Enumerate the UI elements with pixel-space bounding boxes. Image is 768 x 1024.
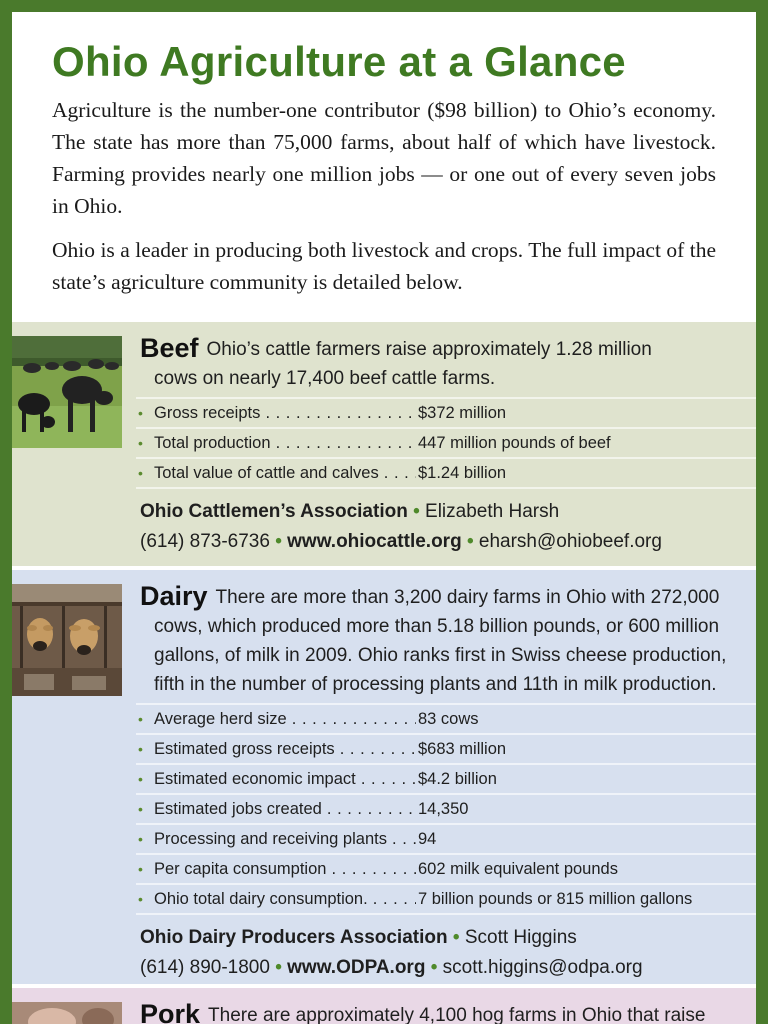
dairy-content (136, 570, 756, 983)
beef-phone: (614) 873-6736 (140, 531, 270, 552)
bullet-icon: • (138, 465, 143, 481)
dairy-lead-line-1: There are more than 3,200 dairy farms in Ohio with 272,000 (215, 587, 720, 608)
separator-dot: • (275, 531, 282, 552)
list-item (136, 703, 756, 735)
dairy-phone: (614) 890-1800 (140, 957, 270, 978)
pork-content (136, 988, 756, 1024)
bullet-icon: • (138, 741, 143, 757)
fact-label: Total production . . . (154, 429, 416, 457)
fact-value: $1.24 billion (418, 464, 507, 482)
bullet-icon: • (138, 711, 143, 727)
pork-section (12, 988, 756, 1024)
fact-value: 602 milk equivalent pounds (418, 860, 618, 878)
bullet-icon: • (138, 771, 143, 787)
bullet-icon: • (138, 405, 143, 421)
pork-lead-line-1: There are approximately 4,100 hog farms in Ohio that raise (208, 1005, 706, 1024)
dairy-section (12, 570, 756, 984)
fact-sheet-page (12, 12, 756, 1024)
pork-lead (136, 988, 756, 1024)
separator-dot: • (466, 531, 474, 552)
list-item (136, 855, 756, 885)
fact-label: Ohio total dairy consumption. . . . (154, 885, 416, 913)
beef-section (12, 322, 756, 566)
dairy-email-link[interactable]: scott.higgins@odpa.org (442, 957, 643, 978)
dairy-website-link[interactable]: www.ODPA.org (287, 957, 426, 978)
dairy-lead-line-2: cows, which produced more than 5.18 billion pounds, or 600 million (154, 616, 720, 637)
dairy-cows-photo (12, 584, 122, 696)
dairy-heading: Dairy (140, 581, 208, 611)
pork-photo (12, 1002, 122, 1024)
beef-heading: Beef (140, 333, 199, 363)
beef-email-link[interactable]: eharsh@ohiobeef.org (478, 531, 662, 552)
fact-label: Estimated economic impact . . . (154, 765, 416, 793)
bullet-icon: • (138, 831, 143, 847)
fact-label: Gross receipts . . . (154, 399, 416, 427)
list-item (136, 765, 756, 795)
intro-paragraph-1: Agriculture is the number-one contributor ($98 billion) to Ohio’s economy. The state has more than 75,000 farms, about half of which have livestock. Farming provides nearly one million jobs — or one out of every seven jobs in Ohio. (52, 98, 716, 218)
bullet-icon: • (138, 891, 143, 907)
beef-content (136, 322, 756, 557)
fact-label: Per capita consumption . . . (154, 855, 416, 883)
separator-dot: • (275, 957, 282, 978)
dairy-facts-list (136, 703, 756, 915)
beef-lead (136, 322, 756, 393)
fact-value: $372 million (418, 404, 507, 422)
fact-value: $683 million (418, 740, 507, 758)
beef-website-link[interactable]: www.ohiocattle.org (287, 531, 462, 552)
bullet-icon: • (138, 801, 143, 817)
fact-value: 83 cows (418, 710, 479, 728)
dairy-contact (136, 915, 756, 983)
dairy-org-name: Ohio Dairy Producers Association (140, 927, 448, 948)
beef-lead-line-1: Ohio’s cattle farmers raise approximately 1.28 million (206, 339, 652, 360)
fact-label: Total value of cattle and calves . . . (154, 459, 416, 487)
list-item (136, 885, 756, 915)
beef-facts-list (136, 397, 756, 489)
separator-dot: • (430, 957, 438, 978)
fact-label: Processing and receiving plants . . . (154, 825, 416, 853)
fact-label: Average herd size . . . (154, 705, 416, 733)
intro-paragraph-2: Ohio is a leader in producing both livestock and crops. The full impact of the state’s agriculture community is detailed below. (52, 238, 716, 294)
beef-contact-person: Elizabeth Harsh (425, 501, 560, 522)
header (12, 12, 756, 310)
list-item (136, 459, 756, 489)
list-item (136, 735, 756, 765)
fact-value: 14,350 (418, 800, 469, 818)
dairy-lead-line-4: fifth in the number of processing plants and 11th in milk production. (154, 674, 717, 695)
fact-label: Estimated gross receipts . . . (154, 735, 416, 763)
beef-org-name: Ohio Cattlemen’s Association (140, 501, 408, 522)
bullet-icon: • (138, 861, 143, 877)
bullet-icon: • (138, 435, 143, 451)
dairy-contact-person: Scott Higgins (464, 927, 577, 948)
fact-value: 94 (418, 830, 437, 848)
pork-heading: Pork (140, 999, 201, 1024)
fact-value: 447 million pounds of beef (418, 434, 611, 452)
separator-dot: • (413, 501, 420, 522)
page-title: Ohio Agriculture at a Glance (52, 38, 626, 85)
cattle-photo (12, 336, 122, 448)
list-item (136, 795, 756, 825)
list-item (136, 429, 756, 459)
fact-label: Estimated jobs created . . . (154, 795, 416, 823)
beef-contact (136, 489, 756, 557)
fact-value: $4.2 billion (418, 770, 497, 788)
list-item (136, 397, 756, 429)
beef-lead-line-2: cows on nearly 17,400 beef cattle farms. (154, 368, 496, 389)
separator-dot: • (452, 927, 460, 948)
dairy-lead (136, 570, 756, 699)
fact-value: 7 billion pounds or 815 million gallons (418, 890, 693, 908)
list-item (136, 825, 756, 855)
dairy-lead-line-3: gallons, of milk in 2009. Ohio ranks first in Swiss cheese production, (154, 645, 727, 666)
